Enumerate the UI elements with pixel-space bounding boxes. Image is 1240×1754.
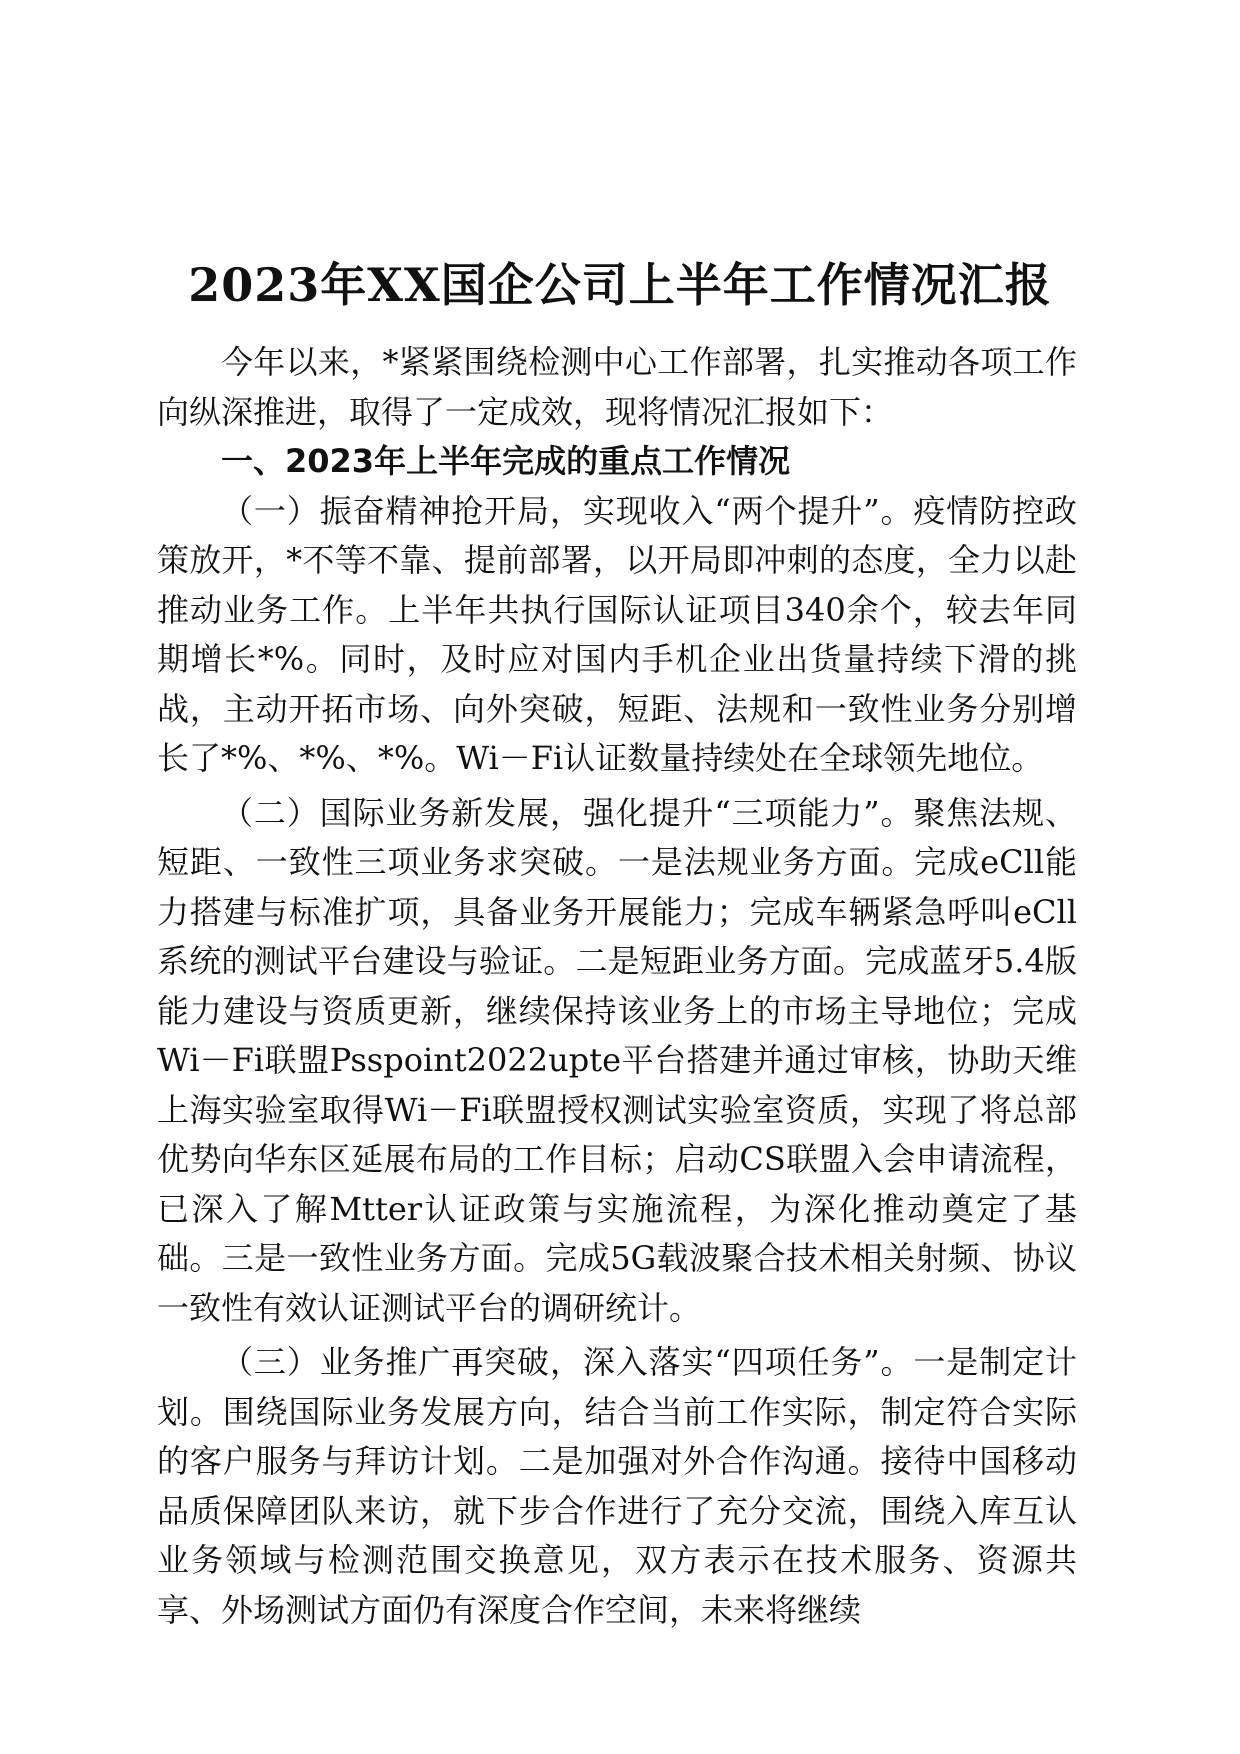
paragraph-1: （一）振奋精神抢开局，实现收入“两个提升”。疫情防控政策放开，*不等不靠、提前部署，以开局即冲刺的态度，全力以赴推动业务工作。上半年共执行国际认证项目340余个，较去年同期增长*%。同时，及时应对国内手机企业出货量持续下滑的挑战，主动开拓市场、向外突破，短距、法规和一致性业务分别增长了*%、*%、*%。Wi－Fi认证数量持续处在全球领先地位。 [157, 491, 1077, 777]
intro-paragraph: 今年以来，*紧紧围绕检测中心工作部署，扎实推动各项工作向纵深推进，取得了一定成效，现将情况汇报如下： [157, 343, 1077, 431]
paragraph-3: （三）业务推广再突破，深入落实“四项任务”。一是制定计划。围绕国际业务发展方向，结合当前工作实际，制定符合实际的客户服务与拜访计划。二是加强对外合作沟通。接待中国移动品质保障团队来访，就下步合作进行了充分交流，围绕入库互认业务领域与检测范围交换意见，双方表示在技术服务、资源共享、外场测试方面仍有深度合作空间，未来将继续 [157, 1343, 1077, 1629]
document-title: 2023年XX国企公司上半年工作情况汇报 [188, 258, 1052, 312]
section-heading-1: 一、2023年上半年完成的重点工作情况 [221, 442, 791, 480]
paragraph-2: （二）国际业务新发展，强化提升“三项能力”。聚焦法规、短距、一致性三项业务求突破。一是法规业务方面。完成eCll能力搭建与标准扩项，具备业务开展能力；完成车辆紧急呼叫eCll系统的测试平台建设与验证。二是短距业务方面。完成蓝牙5.4版能力建设与资质更新，继续保持该业务上的市场主导地位；完成Wi－Fi联盟Psspoint2022upte平台搭建并通过审核，协助天维上海实验室取得Wi－Fi联盟授权测试实验室资质，实现了将总部优势向华东区延展布局的工作目标；启动CS联盟入会申请流程，已深入了解Mtter认证政策与实施流程，为深化推动奠定了基础。三是一致性业务方面。完成5G载波聚合技术相关射频、协议一致性有效认证测试平台的调研统计。 [157, 793, 1077, 1327]
document-body [157, 338, 1077, 1635]
